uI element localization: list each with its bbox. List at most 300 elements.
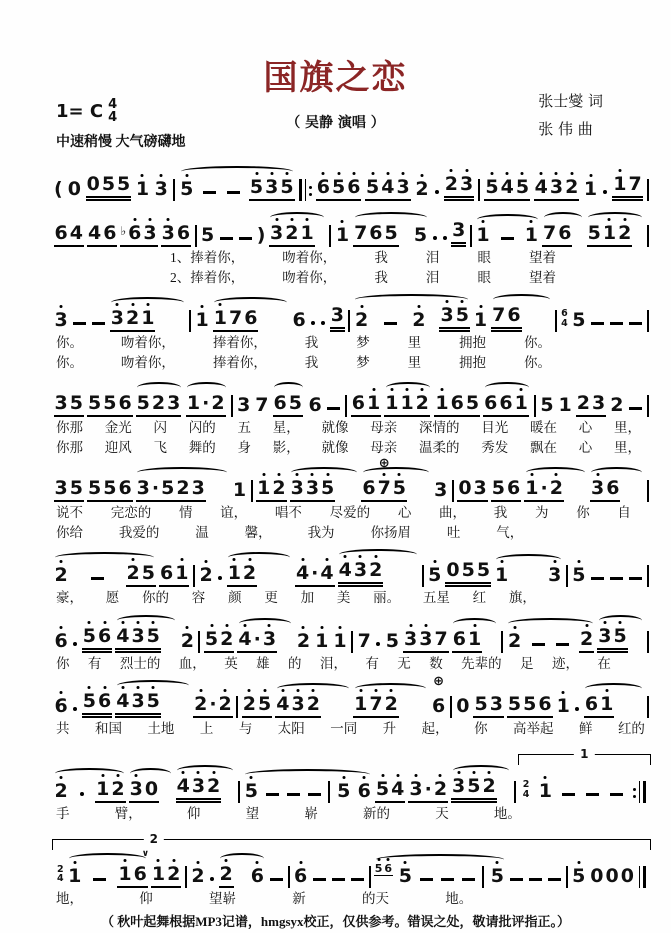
octave-dot-icon: [248, 689, 251, 692]
note-token: 6 1: [584, 695, 614, 718]
octave-dot-icon: [570, 172, 573, 175]
octave-dot-icon: [137, 621, 140, 624]
note-token: 1 2: [151, 865, 181, 888]
note-token: 5 3: [473, 695, 503, 718]
slur-group: [582, 695, 645, 718]
barline: [514, 781, 516, 803]
note-token: 6 ⊕: [431, 674, 446, 718]
lyric-segment: 母亲: [370, 420, 398, 436]
octave-dot-icon: [409, 624, 412, 627]
note-token: 5 6: [491, 479, 521, 502]
slur-group: [450, 627, 499, 653]
credits: [538, 88, 603, 144]
time-signature-bottom: 4: [108, 110, 118, 125]
dash-note: [462, 878, 475, 881]
octave-dot-icon: [377, 858, 380, 861]
lyric-segment: 唱不: [274, 505, 302, 521]
note-token: 5: [572, 309, 586, 332]
octave-dot-icon: [263, 689, 266, 692]
barline: [647, 631, 649, 653]
slur-group: [178, 178, 297, 201]
slur-group: [184, 394, 228, 417]
octave-dot-icon: [406, 388, 409, 391]
octave-dot-icon: [201, 305, 204, 308]
octave-dot-icon: [285, 172, 288, 175]
lyric-line: [56, 720, 645, 738]
note-token: 4 3 5: [115, 627, 161, 653]
note-token: 2: [414, 180, 429, 201]
octave-dot-icon: [268, 624, 271, 627]
octave-dot-icon: [275, 218, 278, 221]
octave-dot-icon: [441, 388, 444, 391]
barline: [185, 866, 187, 888]
fermata-icon: ⊕: [433, 674, 445, 690]
dash-note: [591, 322, 604, 325]
octave-dot-icon: [402, 172, 405, 175]
lyric-segment: 气，: [496, 524, 524, 540]
lyric-segment: 泪，: [319, 655, 347, 671]
parenthesis: (: [54, 178, 63, 200]
barline: [231, 395, 233, 417]
lyric-segment: 泪: [425, 269, 440, 285]
octave-dot-icon: [381, 774, 384, 777]
augmentation-dot-icon: [73, 642, 77, 646]
meter-change: 6 4: [561, 308, 568, 329]
octave-dot-icon: [73, 861, 76, 864]
note-token: 2: [296, 632, 311, 653]
composer-credit: 张 伟 曲: [538, 119, 593, 138]
dash-note: [441, 878, 454, 881]
barline: [351, 631, 353, 653]
octave-dot-icon: [414, 774, 417, 777]
note-token: 1 · 2: [524, 479, 564, 502]
lyric-segment: 2、捧着你，: [170, 269, 245, 285]
music-system: [52, 458, 651, 541]
octave-dot-icon: [396, 774, 399, 777]
lyric-segment: 你。: [56, 354, 83, 370]
lyric-line: [56, 524, 631, 542]
lyric-segment: 新: [292, 890, 306, 906]
performer-credit: （ 吴静 演唱 ）: [286, 115, 385, 131]
note-token: 6 5 6: [316, 178, 362, 201]
lyric-segment: 英: [224, 655, 238, 671]
lyric-segment: 说不: [56, 505, 83, 521]
octave-dot-icon: [141, 174, 144, 177]
barline: [189, 310, 191, 332]
note-token: 3 · 2: [408, 780, 448, 803]
end-repeat-barline: [633, 781, 646, 803]
octave-dot-icon: [482, 220, 485, 223]
octave-dot-icon: [596, 473, 599, 476]
augmentation-dot-icon: [321, 321, 325, 325]
octave-dot-icon: [123, 859, 126, 862]
dash-note: [92, 322, 105, 325]
note-token: 1: [314, 632, 329, 653]
lyric-segment: 你: [576, 505, 590, 521]
note-token: 6 7 ⊕ 5: [361, 479, 407, 502]
note-token: 1: [473, 311, 488, 332]
note-token: 1 2: [256, 479, 286, 502]
lyric-segment: 我: [304, 354, 319, 370]
barline: [198, 631, 200, 653]
note-token: 2: [219, 865, 234, 888]
score-body: [0, 157, 671, 907]
slur-group: [134, 479, 230, 502]
lyric-segment: 雄: [256, 655, 270, 671]
note-token: 6 1: [159, 564, 189, 587]
lyric-segment: 红: [472, 590, 487, 606]
augmentation-dot-icon: [376, 642, 380, 646]
note-token: 5: [179, 180, 194, 201]
lyric-segment: 升: [382, 721, 397, 737]
lyric-line: [56, 334, 551, 352]
lyric-segment: 愿: [105, 590, 120, 606]
octave-dot-icon: [199, 689, 202, 692]
barline: [288, 866, 290, 888]
note-token: 1: [583, 180, 598, 201]
note-token: 1: [475, 226, 490, 247]
barline: [647, 225, 649, 247]
note-token: 1 7 6: [213, 309, 259, 332]
note-token: 4 3 2: [275, 695, 321, 718]
octave-dot-icon: [103, 686, 106, 689]
octave-dot-icon: [352, 172, 355, 175]
slur-group: [505, 627, 595, 653]
lyric-line: [56, 439, 641, 457]
dash-note: [332, 878, 345, 881]
lyric-segment: 迹，: [551, 655, 579, 671]
note-token: 2: [507, 632, 522, 653]
octave-dot-icon: [386, 172, 389, 175]
octave-dot-icon: [383, 473, 386, 476]
octave-dot-icon: [133, 218, 136, 221]
slur-group: [474, 226, 541, 247]
music-line: [52, 674, 651, 718]
note-token: 6: [357, 782, 372, 803]
note-token: 3: [154, 180, 169, 201]
note-token: 5: [244, 782, 259, 803]
note-token: 1: [494, 566, 509, 587]
lyric-segment: 你: [56, 655, 70, 671]
octave-dot-icon: [577, 560, 580, 563]
dash-note: [629, 407, 642, 410]
octave-dot-icon: [296, 473, 299, 476]
note-token: 6: [293, 867, 308, 888]
note-token: 3 3 7: [403, 630, 449, 653]
note-token: 3: [451, 221, 466, 247]
note-token: 7 6: [542, 224, 572, 247]
octave-dot-icon: [132, 558, 135, 561]
note-token: 5 5 6: [87, 479, 133, 502]
lyric-segment: 手: [56, 806, 70, 822]
lyric-segment: 我爱的: [118, 524, 160, 540]
slur-group: [66, 848, 150, 888]
dash-note: [266, 793, 279, 796]
note-token: 0 5 5: [86, 175, 132, 201]
note-token: 5 4 5: [484, 178, 530, 201]
lyric-segment: 星，: [272, 420, 300, 436]
lyric-segment: 血，: [178, 655, 206, 671]
lyric-segment: 先辈的: [461, 655, 502, 671]
lyric-segment: 你: [474, 721, 488, 737]
lyric-segment: 红的: [617, 721, 645, 737]
volta-number: 2: [144, 832, 164, 846]
octave-dot-icon: [186, 626, 189, 629]
octave-dot-icon: [359, 689, 362, 692]
octave-dot-icon: [131, 303, 134, 306]
note-token: 6: [292, 309, 306, 332]
slur-group: [596, 624, 645, 653]
dash-note: [610, 577, 623, 580]
barline: [555, 310, 557, 332]
lyric-segment: 的天: [362, 890, 389, 906]
lyric-segment: 暖在: [530, 420, 557, 436]
lyric-line: [56, 354, 551, 372]
augmentation-dot-icon: [435, 190, 439, 194]
octave-dot-icon: [618, 169, 621, 172]
dash-note: [93, 878, 106, 881]
lyric-segment: 影，: [272, 439, 300, 455]
slur-group: [588, 479, 645, 502]
octave-dot-icon: [225, 859, 228, 862]
dash-note: [313, 878, 326, 881]
lyric-segment: 泪: [425, 250, 440, 265]
lyric-segment: 情: [178, 505, 193, 521]
lyric-segment: 母亲: [370, 439, 398, 455]
lyric-segment: 豪，: [56, 590, 83, 606]
barline: [299, 179, 303, 201]
dash-note: [384, 322, 397, 325]
note-token: 5: [571, 566, 586, 587]
slur-group: [52, 780, 127, 803]
lyric-segment: 尽爱的: [329, 505, 371, 521]
octave-dot-icon: [390, 388, 393, 391]
note-token: 0 3: [457, 479, 487, 502]
note-token: 2: [411, 311, 426, 332]
dash-note: [510, 878, 523, 881]
lyric-segment: 在: [597, 655, 611, 671]
lyric-segment: 吻着你，: [120, 335, 175, 351]
octave-dot-icon: [281, 689, 284, 692]
octave-dot-icon: [555, 172, 558, 175]
lyric-segment: 眼: [477, 269, 491, 285]
slur-group: [225, 564, 293, 587]
lyric-line: [56, 890, 641, 908]
note-token: 3: [330, 306, 345, 332]
octave-dot-icon: [101, 774, 104, 777]
octave-dot-icon: [212, 771, 215, 774]
slur-group: [336, 561, 419, 587]
lyric-segment: 捧着你，: [212, 354, 267, 370]
lyric-segment: 天: [435, 806, 449, 822]
music-line: [52, 825, 651, 888]
octave-dot-icon: [338, 626, 341, 629]
barline: [639, 781, 641, 803]
slur-group: [490, 306, 554, 332]
note-token: 1: [558, 394, 572, 417]
barline: [534, 395, 536, 417]
lyric-segment: 有: [87, 655, 102, 671]
note-token: 4 6: [87, 224, 117, 247]
lyric-segment: 鲜: [578, 721, 593, 737]
slur-group: [114, 624, 178, 653]
lyric-segment: 烈士的: [119, 655, 161, 671]
octave-dot-icon: [326, 473, 329, 476]
note-token: 0 0 0: [590, 864, 634, 887]
note-token: 4 3 5: [115, 692, 161, 718]
octave-dot-icon: [255, 172, 258, 175]
octave-dot-icon: [619, 621, 622, 624]
note-token: 2: [54, 782, 69, 803]
note-token: 1 2: [227, 564, 257, 587]
note-token: 3 6: [590, 479, 620, 502]
slur-group: [541, 224, 586, 247]
music-system: [52, 609, 651, 673]
slur-group: [360, 456, 432, 502]
note-token: 5: [385, 629, 400, 652]
octave-dot-icon: [577, 861, 580, 864]
augmentation-dot-icon: [210, 877, 214, 881]
lyric-segment: 起，: [421, 721, 449, 737]
lyric-line: [56, 805, 521, 823]
lyric-segment: 仰: [186, 806, 201, 822]
music-line: [52, 609, 651, 653]
dash-note: [548, 878, 561, 881]
note-token: 5: [427, 566, 442, 587]
lyric-segment: 臂，: [114, 806, 142, 822]
begin-repeat-barline: [299, 179, 312, 201]
octave-dot-icon: [433, 560, 436, 563]
barline: [329, 225, 331, 247]
octave-dot-icon: [182, 771, 185, 774]
music-system: [52, 373, 651, 456]
note-token: 2: [579, 630, 594, 653]
music-line: [52, 373, 651, 417]
slur-group: [174, 777, 236, 803]
note-token: 3 5: [54, 394, 84, 417]
key-signature: [56, 98, 117, 124]
song-title: 国旗之恋: [263, 60, 408, 97]
octave-dot-icon: [225, 624, 228, 627]
music-line: [52, 203, 651, 247]
octave-dot-icon: [530, 473, 533, 476]
note-token: 3 5: [439, 306, 469, 332]
lyric-segment: 望着: [528, 269, 556, 285]
octave-dot-icon: [121, 686, 124, 689]
lyric-segment: 地，: [56, 890, 83, 906]
slur-group: [450, 777, 512, 803]
note-token: 3: [54, 311, 69, 332]
octave-dot-icon: [326, 558, 329, 561]
octave-dot-icon: [555, 473, 558, 476]
dash-note: [562, 793, 575, 796]
dash-note: [610, 322, 623, 325]
octave-dot-icon: [506, 172, 509, 175]
slur-group: [242, 781, 373, 803]
octave-dot-icon: [562, 691, 565, 694]
octave-dot-icon: [312, 689, 315, 692]
final-barline: [639, 866, 647, 888]
octave-dot-icon: [465, 169, 468, 172]
octave-dot-icon: [417, 305, 420, 308]
octave-dot-icon: [160, 174, 163, 177]
note-token: 5 6: [374, 863, 393, 876]
meter-change: 2 4: [57, 863, 64, 885]
octave-dot-icon: [262, 473, 265, 476]
octave-dot-icon: [420, 174, 423, 177]
lyric-segment: 颜: [228, 590, 242, 606]
barline: [236, 696, 238, 718]
note-token: 6 1: [351, 394, 381, 417]
lyric-segment: 太阳: [277, 721, 305, 737]
lyric-segment: 丽。: [373, 590, 401, 606]
note-token: 3 5 2: [451, 777, 497, 803]
octave-dot-icon: [117, 774, 120, 777]
note-token: 6 6 1: [483, 394, 529, 417]
note-token: 1: [67, 867, 82, 888]
note-token: 2: [198, 566, 213, 587]
octave-dot-icon: [152, 621, 155, 624]
octave-dot-icon: [500, 560, 503, 563]
lyric-segment: 梦: [356, 354, 370, 370]
lyric-segment: 望着: [528, 250, 556, 265]
octave-dot-icon: [342, 776, 345, 779]
octave-dot-icon: [152, 686, 155, 689]
octave-dot-icon: [277, 473, 280, 476]
note-token: 5: [413, 224, 428, 246]
note-token: 6: [308, 394, 322, 417]
parenthesis: ): [256, 224, 266, 246]
lyric-segment: 谊，: [220, 505, 248, 521]
barline: [345, 395, 347, 417]
note-token: 1: [524, 226, 539, 247]
lyric-segment: 温: [195, 524, 209, 540]
octave-dot-icon: [185, 174, 188, 177]
lyric-segment: 闪的: [188, 420, 216, 436]
note-token: 1: [335, 226, 350, 247]
octave-dot-icon: [479, 305, 482, 308]
octave-dot-icon: [404, 861, 407, 864]
note-token: 7: [357, 629, 371, 652]
lyric-segment: 你那: [56, 439, 83, 455]
slur-group: [383, 394, 433, 417]
dash-note: [73, 322, 86, 325]
octave-dot-icon: [374, 555, 377, 558]
lyric-segment: 崭: [304, 806, 318, 822]
lyric-segment: 一同: [330, 721, 358, 737]
music-line: [52, 740, 651, 803]
barline: [328, 781, 330, 803]
lyric-segment: 里: [407, 335, 422, 351]
slur-group: [585, 224, 645, 247]
slur-group: [352, 224, 430, 247]
slur-group: [52, 564, 157, 587]
note-token: 1: [194, 311, 209, 332]
barline: [647, 395, 649, 417]
barline: [238, 781, 240, 803]
lyric-segment: 新的: [363, 806, 391, 822]
barline: [422, 565, 424, 587]
octave-dot-icon: [424, 624, 427, 627]
note-token: 7 6 5: [353, 224, 399, 247]
slur-group: [274, 695, 352, 718]
note-token: 3 6: [161, 224, 191, 247]
lyric-segment: 捧着你，: [212, 335, 267, 351]
music-system: [52, 203, 651, 286]
octave-dot-icon: [290, 218, 293, 221]
note-token: 1 1 2: [384, 394, 430, 417]
note-token: 2 3: [444, 175, 474, 201]
